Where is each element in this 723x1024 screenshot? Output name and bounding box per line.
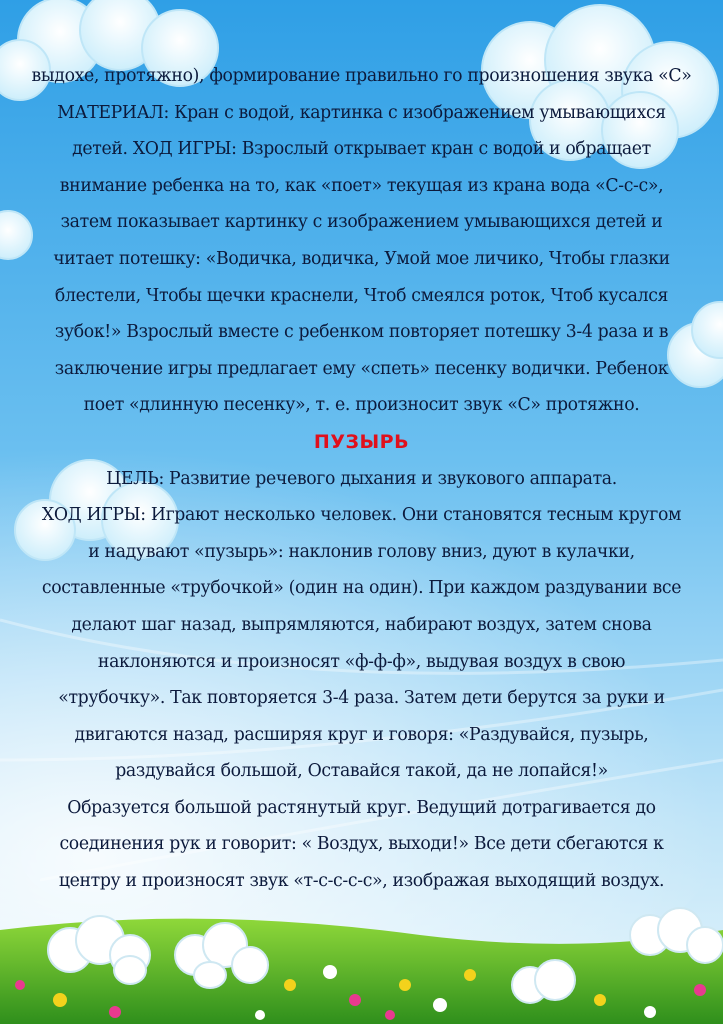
- text-line: двигаются назад, расширяя круг и говоря: «Раздувайся, пузырь,: [74, 724, 649, 745]
- text-line: внимание ребенка на то, как «поет» текущая из крана вода «С-с-с»,: [59, 175, 664, 196]
- text-line: детей. ХОД ИГРЫ: Взрослый открывает кран с водой и обращает: [72, 139, 651, 160]
- text-line: центру и произносят звук «т-с-с-с-с», изображая выходящий воздух.: [58, 871, 665, 892]
- text-line: ХОД ИГРЫ: Играют несколько человек. Они становятся тесным кругом: [41, 505, 682, 526]
- text-line: затем показывает картинку с изображением умывающихся детей и: [60, 212, 663, 233]
- game-title: ПУЗЫРЬ: [313, 430, 410, 453]
- text-line: наклоняются и произносят «ф-ф-ф», выдувая воздух в свою: [97, 651, 626, 672]
- text-line: блестели, Чтобы щечки краснели, Чтоб смеялся роток, Чтоб кусался: [54, 285, 669, 306]
- text-line: читает потешку: «Водичка, водичка, Умой мое личико, Чтобы глазки: [53, 248, 670, 269]
- text-line: заключение игры предлагает ему «спеть» песенку водички. Ребенок: [54, 358, 669, 379]
- text-line: «трубочку». Так повторяется 3-4 раза. Затем дети берутся за руки и: [58, 688, 665, 709]
- text-line: Образуется большой растянутый круг. Ведущий дотрагивается до: [67, 797, 656, 818]
- text-line: МАТЕРИАЛ: Кран с водой, картинка с изображением умывающихся: [57, 102, 666, 123]
- text-line: составленные «трубочкой» (один на один). При каждом раздувании все: [41, 578, 682, 599]
- bottom-paragraph: [14, 461, 709, 900]
- document-text: [14, 58, 709, 900]
- text-line: выдохе, протяжно), формирование правильно го произношения звука «С»: [31, 66, 692, 86]
- text-line: раздувайся большой, Оставайся такой, да не лопайся!»: [115, 761, 608, 782]
- text-line: поет «длинную песенку», т. е. произносит звук «С» протяжно.: [83, 395, 640, 416]
- text-line: соединения рук и говорит: « Воздух, выходи!» Все дети сбегаются к: [59, 834, 664, 855]
- text-line: ЦЕЛЬ: Развитие речевого дыхания и звукового аппарата.: [106, 468, 617, 489]
- top-paragraph: [14, 58, 709, 424]
- text-line: делают шаг назад, выпрямляются, набирают воздух, затем снова: [71, 614, 652, 635]
- text-line: и надувают «пузырь»: наклонив голову вниз, дуют в кулачки,: [88, 541, 635, 562]
- text-line: зубок!» Взрослый вместе с ребенком повторяет потешку 3-4 раза и в: [54, 322, 669, 343]
